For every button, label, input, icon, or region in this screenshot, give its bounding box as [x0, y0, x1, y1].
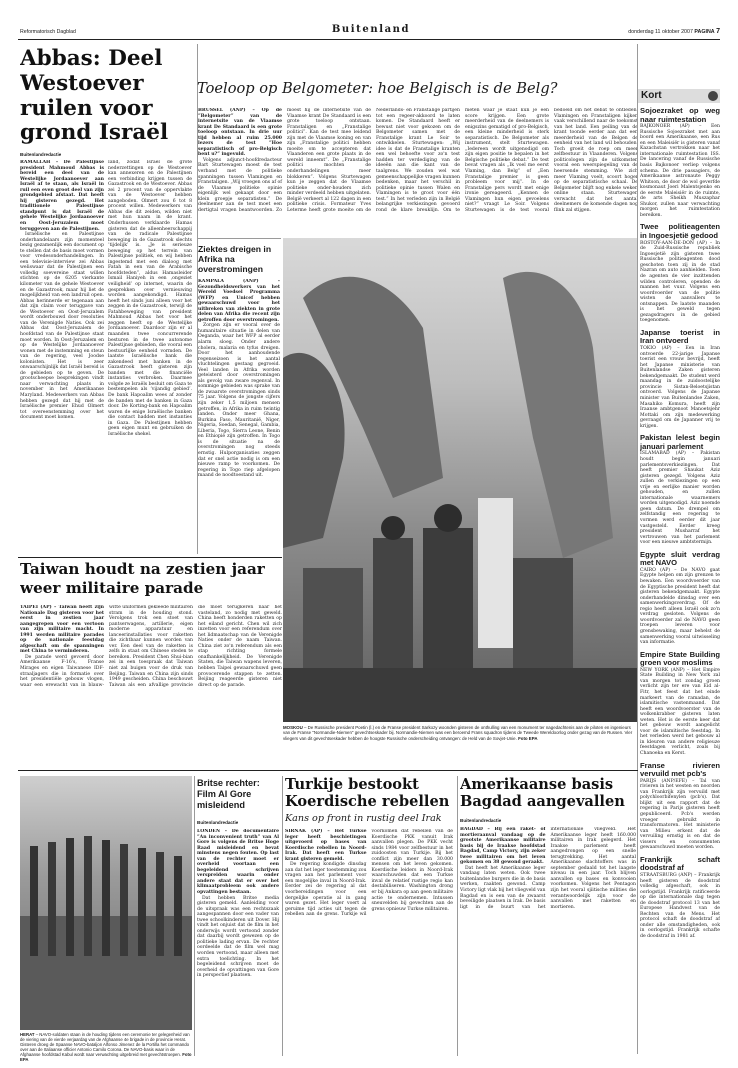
britse-lead: LONDEN – De documentaire ”An inconvenient truth” van Al Gore is volgens de Britse Hoge Raad misleidend en bevat minstens negen fouten. Op last van de rechter moet er overheid voortaan een begeleidend schrijven verspreiden waarin onder andere staat dat er over het klimaatprobleem ook andere opvattingen bestaan.	[197, 829, 279, 896]
page-label: PAGINA	[694, 29, 715, 35]
date-line	[560, 28, 720, 35]
britse-headline: Britse rechter: Film Al Gore misleidend	[197, 778, 260, 810]
turkije-lead: SIRNAK (AP) – Het Turkse leger heeft beschietingen uitgevoerd op bases van Koerdische rebellen in Noord-Irak. Dat heeft een Turkse krant gisteren gemeld.	[285, 829, 367, 862]
belgometer-headline: Toeloop op Belgometer: hoe Belgisch is de Belg?	[197, 80, 558, 97]
amerika-byline: Buitenlandredactie	[460, 818, 502, 823]
belgometer-lead: BRUSSEL (ANP) – Op de ”Belgometer” van de internetsite van de Vlaamse krant De Standaard is een grote toeloop ontstaan. In drie uur tijd hebben al ruim 25.000 lezers de test ”Hoe separatistisch of pro-Belgisch bent u?” ingevuld.	[198, 108, 282, 158]
header-rule	[18, 39, 720, 40]
photo-caption	[283, 725, 637, 747]
ziektes-headline: Ziektes dreigen in Afrika na overstromingen	[198, 244, 272, 274]
photo-illustration	[283, 238, 637, 722]
kort-logo-icon	[708, 91, 718, 101]
kort-item: Egypte sluit verdrag met NAVO CAIRO (AP) – De NAVO gaat Egypte helpen om zijn grenzen te bewaken. Een woordvoerder van de Egyptische president heeft dat gisteren bekendgemaakt. Egypte onderhandelde dinsdag over een samenwerkingsverdrag. Of de regio heeft alleen Israël ook zo'n verdrag gesloten. Volgens de woordvoerder zal de NAVO geen troepen leveren voor grensbewaking, maar behelst de samenwerking vooral uitwisseling van informatie.	[640, 549, 720, 646]
taiwan-text: De parade werd gevoerd door Amerikaanse F-16's, Franse Mirages en eigen Taiwanese IDF-straaljagers die in formatie over het presidentiële gebouw vlogen, waar een erewacht van in blauw-witte uniformen gekleede militairen stram in de houding stond. Verolgens trok een stoet van pantserwagens, artillerie, eigen moderne apparatuur en lanceerinstallaties voor raketten die zichtbaar kunnen worden van ver. Een deel van de raketten is zelfs in staat om Chinese steden te bereiken. President Chen Shui-bian zei in een toespraak dat Taiwan niet zal buigen voor de druk van Beijing. Taiwan en China zijn sinds 1949 gescheiden. China beschouwt Taiwan als een afvallige provincie die moet terugkeren naar het vasteland, zo nodig met geweld. China heeft honderden raketten op het eiland gericht. Chen wil zich inzetten voor een referendum over het lidmaatschap van de Verenigde Naties onder de naam Taiwan. China ziet zo'n referendum als een stap richting formele onafhankelijkheid. De Verenigde Staten, die Taiwan wapens leveren, hebben Taipei gewaarschuwd geen provocerende stappen te zetten. Beijing reageerde gisteren niet direct op de parade.	[20, 605, 282, 688]
amerika-headline: Amerikaanse basis Bagdad aangevallen	[460, 776, 625, 811]
photo-credit: Foto EPA	[518, 735, 538, 741]
kort-title: Kort	[641, 90, 662, 101]
masthead-left: Reformatorisch Dagblad	[20, 29, 76, 35]
belgometer-text: Volgens adjunct-hoofdredacteur Bart Sturtewagen moest de test verband met de politieke spanningen tussen Vlamingen en Franstaligen. „Wij vroegen ons af of de Vlaamse politieke opinie eigenlijk wel gekaapt door een klein groepje separatisten.” De deelnemer aan de test moet een dertigtal vragen beantwoorden. Zo moest hij de internetsite van de Vlaamse krant De Standaard is een grote toeloop ontstaan. Franstaligen en „Franstalige politici”. Kan de test mee leidend zijn met de Vlaamse koning en van zijn „Franstalige politici hebben moeite om te accepteren dat Vlaanderen een grote plaats in de wereld inneemt”. De „Franstalige politici mochten de onderhandelingen meer blokkeren”. Volgens Sturtewagen kun je zeggen dat de Vlaamse politieke onder-houders zich minder verdeeld hebben uitgelaten. België verkeert al 122 dagen in een politieke crisis. Formateur Yves Leterme heeft grote moeite om de Nederlands- en Franstalige partijen tot een regeer-akkoord te laten komen. De Standaard heeft er bewust niet voor gekozen om de Belgometer samen met de Franstalige krant Le Soir te ontwikkelen. Sturtewagen: „Wij idee is dat de Franstalige kranten een wel behoefte voor zo'n test hadden ter verdediging van de ideeën aan die kant van de taalgrens. We zouden wel wat gemeenschappelijke vragen kunnen bedenken, maar het verschil in politieke opinie tussen Walen en Vlamingen is te groot voor één test.” In het verleden zijn in België belangrijke verkiezingen gevoerd rond de klare breuklijn. Om te meten waar je staat kun je een score krijgen. Een grote meerderheid van de deelnemers is enigszins gematigd of pro-Belgisch, een kleine minderheid is sterk separatistisch. De Belgometer als instrument, stelt Sturtewagen. „Iedereen wordt uitgenodigd om zijn eigen positie te bepalen in het Belgische politieke debat.” De test bevat vragen als „Ik voel me eerst Vlaming, dan Belg” of „Een Franstalige premier is geen probleem voor mij”. In de Franstalige pers wordt met enige ironie gereageerd. „Kennen de Vlamingen hun eigen gevoelens niet?” vraagt Le Soir. Volgens Sturtewagen is de test vooral bedoeld om het debat te ontleden. Vlamingen en Franstaligen kijken vaak verschillend naar de toekomst van het land. Een peiling van de krant toonde eerder aan dat een meerderheid van de Belgen de eenheid van het land wil behouden. Toch groeit de roep om meer zelfbestuur in Vlaanderen. Volgens politicologen zijn de uitkomsten vooral een weerspiegeling van de heersende stemming. Wie zich meer Vlaming voelt, scoort hoger op de separatistische schaal. De Belgometer blijft nog enkele weken online staan. Sturtewagen verwacht dat het aantal deelnemers de komende dagen nog flink zal stijgen.	[198, 108, 638, 213]
kort-item: Pakistan lelest begin januari parlement ISLAMABAD (AP) – Pakistan houdt begin januari parlementsverkiezingen. Dat heeft premier Shaukat Aziz gisteren gezegd. Volgens Aziz zullen de verkiezingen op een vrije en eerlijke manier worden gehouden, en zullen internationale waarnemers worden uitgenodigd. Aziz noemde geen datum. De drempel om zelfstandig een regering te vormen werd eerder dit jaar vastgesteld. Eerder kreeg president Musharraf het vertrouwen van het parlement voor een nieuwe ambtstermijn.	[640, 433, 720, 546]
divider-amerika	[457, 776, 458, 1056]
news-photo	[283, 238, 637, 722]
taiwan-body	[20, 605, 282, 765]
divider-britse	[194, 776, 195, 1056]
turkije-headline: Turkije bestookt Koerdische rebellen	[285, 776, 450, 811]
abbas-body-2: Iand, zodat Israël de grote nederzettingen op de Westoever kan annexeren en de Palestijnen een verbinding krijgen tussen de Gazastrook en de Westoever. Abbas zei 2 procent van de oppervlakte van de Westoever hebben aangeboden. Olmert zou 6 tot 8 procent willen. Medewerkers van Abbas die dit zeiden, wilden niet met hun naam in de krant. Onderhussen verklaarde Hamas gisteren dat de alleenheerschappij van de radicale Palestijnse beweging in de Gazastrook slechts ‘tijdelijk’ is. „Je is serieuze beweging op het terrein van Palestijnse politiek, en wij hebben ingestemd met een dialoog met Fatah in een van de Arabische hoofdsteden”, aldus Hamasleider Ismail Haniyeh in een ‚ongeziet veiligheid’ op internet, waarin de gesprekken over vernieuwing worden aangekondigd. Hamas heeft het sinds juni alleen voor het zeggen in de Gazastrook, terwijl de Fatahbeweging van president Mahmoud Abbas het voor het zeggen heeft op de Westelijke Jordaanoever. Daardoor zijn er al maanden twee concurrerende besturen in de twee autonome Palestijnse gebieden, die vooral een bestuurlijke eenheid vormden. De laatste Israëlische bank die zakendeed met banken in de Gazastrook heeft gisteren zijn banden met die financiële instanties verbroken. Daarmee volgde ze Israëls besluit om Gaza te bestempelen als ‘vijandig gebied’. De bank Hapoalim wees af zonder de banden met de banken in Gaza door. De Korting-bank en Hapoalim waren de enige Israëlische banken die contact hadden met instanties in Gaza. De Palestijnen hebben geen eigen munt en gebruiken de Israëlische shekel.	[108, 160, 192, 437]
taiwan-top-rule	[18, 557, 282, 558]
turkije-subhead: Kans op front in rustig deel Irak	[285, 813, 442, 824]
divider-ziektes-top	[197, 238, 281, 239]
kort-item: Franse rivieren vervuild met pcb's PARIJS (ANP/EFE) – Tal van rivieren in het westen en noorden van Frankrijk zijn vervuild met polychloorbifenylen (pcb's). Dat blijkt uit een rapport dat de regering in Parijs gisteren heeft gepubliceerd. Pcb's werden vroeger gebruikt in transformatoren. Het ministerie van Milieu erkent dat de vervuiling ernstig is en dat de vissers en consumenten gewaarschuwd moeten worden.	[640, 760, 720, 851]
kort-item: Japanse toerist in Iran ontvoerd TOKIO (AP) – Een in Iran ontvoerde 22-jarige Japanse toerist een vrouw bevrijd, heeft het Japanse ministerie van Buitenlandse Zaken gisteren bekendgemaakt. De student werd maandag in de zuidoostelijke provincie Sistan-Beloetsjistan ontvoerd. Volgens de Japanse minister van Buitenlandse Zaken, Masahiko Komura, heeft zijn Iraanse ambtgenoot Manoetsjehr Mottaki om zijn medewerking gevraagd om de Japanner vrij te krijgen.	[640, 327, 720, 429]
photo-caption-text: – De Russische president Poetin (l.) en de Franse president Sarkozy woonden gisteren de onthulling van een monument ter nagedachtenis aan de piloten en ingenieurs van de Franse "Normandie-Niemen" gevechtseskader bij. Normandie-Niemen was een beroemd Frans squadron tijdens de Tweede Wereldoorlog onder gezag van de Russen. Vier vliegers van dit gevechtseskader hebben de hoogste Russische onderscheiding ontvangen: de Held van de Sovjet-Unie.	[283, 725, 633, 741]
abbas-column-2	[108, 160, 192, 550]
herat-credit: Foto EPA	[20, 1052, 192, 1062]
taiwan-lead: TAIPEI (AP) – Taiwan heeft zijn Nationale Dag gisteren voor het eerst in zestien jaar aangegrepen voor een vertoon van zijn militaire macht. In 1991 werden militaire parades op de nationale feestdag afgeschaft om de spanningen met China te verminderen.	[20, 605, 104, 655]
belgometer-body	[198, 108, 638, 236]
issue-date: donderdag 11 oktober 2007	[628, 29, 693, 35]
herat-photo	[20, 776, 192, 1030]
kort-item: Frankrijk schaft doodstraf af STRAATSBURG (ANP) – Frankrijk heeft gisteren de doodstraf volledig afgeschaft, ook in oorlogstijd. Frankrijk ratificeerde op die internationale dag tegen de doodstraf protocol 13 van het Europese Handvest van de Rechten van de Mens. Het protocol schaft de doodstraf af onder alle omstandigheden, ook in oorlogstijd. Frankrijk schafte de doodstraf in 1981 af.	[640, 854, 720, 940]
abbas-lead: RAMALLAH – De Palestijnse president Mahmoud Abbas is bereid een deel van de Westelijke Jordaanoever aan Israël af te staan, als Israël in ruil een even groot deel van zijn grondgebied afstaat. Dat heeft hij gisteren gezegd. Het traditionele Palestijnse standpunt is dat Israël de gehele Westelijke Jordaanoever en Oost-Jeruzalem moet teruggeven aan de Palestijnen.	[20, 160, 104, 232]
section-title: Buitenland	[331, 24, 411, 35]
amerika-text: Dat heeft het Amerikaanse leger vandaag laten weten. Ook twee buitenlandse burgers die in de basis werken, raakten gewond. Camp Victory ligt vlak bij het vliegveld van Bagdad en is een van de zwaarst beveiligde plaatsen in Irak. De basis ligt in de buurt van het internationale vliegveld. Het Amerikaanse leger heeft 160.000 militairen in Irak gelegerd. Het Iraakse parlement heeft aangedrongen op een snelle terugtrekking. Het aantal Amerikaanse slachtoffers was in september gedaald tot het laagste niveau in een jaar. Toch blijven aanvallen op bases en konvooien voorkomen. Volgens het Pentagon zijn het vooral sjiitische milities die verantwoordelijk zijn voor de aanvallen met raketten en mortieren.	[460, 827, 636, 910]
bottom-row-rule	[18, 770, 638, 771]
kort-item: Empire State Building groen voor moslims NEW YORK (ANP) – Het Empire State Building in New York zal van morgen tot zondag groen verlicht zijn ter ere van Eid al-Fitr, het feest dat het einde markeert van de ramadan, de islamitische vastenmaand. Dat heeft een woordvoerster van de wolkenkrabber gisteren laten weten. Het is de eerste keer dat het gebouw wordt aangelicht voor de islamitische feestdag. In het verleden werd het gebouw al in kleuren van andere religieuze feestdagen verlicht, zoals bij Chanoeka en Kerst.	[640, 649, 720, 756]
abbas-body-1: Israëlische en Palestijnse onderhandelaars zijn momenteel bezig gezamenlijk een document op te stellen dat de basis moet vormen voor vredesonderhandelingen. In een televisie-interview zei Abbas weliswaar dat de Palestijnen een volledig soevereine staat willen stichten op de 6205 vierkante kilometer van de gehele Westoever en de Gazastrook, maar hij liet de mogelijkheid van een landruil open. Abbas herinnerde er tegenaan aan dat zijn claim voor teruggave van de Westoever en Oost-Jeruzalem wordt onderbouwd door resoluties van de Verenigde Naties. Ook zei Abbas dat Oost-Jeruzalem de hoofdstad van de Palestijnse staat moet worden. In Oost-Jeruzalem en op de Westelijke Jordaanoever wonen met de instemming en steun van de regering, veel Joodse kolonisten. Het is zeer onwaarschijnlijk dat Israël bereid is de gebieden op te geven. De grootscheepse besprekingen vindt naar verwachting plaats in november in het Amerikaanse Maryland. Medewerkers van Abbas hebben gezegd dat hij met de Israëlische premier Ehud Olmert tot overeenstemming over het document moet komen.	[20, 232, 104, 421]
divider-kort	[637, 44, 638, 1054]
kort-column	[640, 107, 720, 1027]
ziektes-text: Zorgen zijn er vooral over de humanitaire situatie in delen van Oeganda, waar het WFP al eerder alarm sloeg. Onder andere cholera, malaria en tyfus dreigen. Door het aanhoudende regenseizoen is het aantal vluchtelingen gestaag gegroeid. Veel landen in Afrika worden geteisterd door overstromingen als gevolg van zware regenval. In sommige gebieden was sprake van de zwaarste overstromingen sinds 75 jaar. Volgens de jongste cijfers zijn zeker 1,5 miljoen mensen getroffen, in Afrika in ruim twintig landen. Onder meer Ghana, Burkina Faso, Mauritanië, Niger, Nigeria, Soedan, Senegal, Gambia, Liberia, Togo, Sierra Leone, Benin en Ethiopië zijn getroffen. In Togo is de situatie na de overstromingen nog steeds ernstig. Hulporganisaties zeggen dat er snel actie nodig is om een nieuwe ramp te voorkomen. De regering in Togo riep afgelopen maand de noodtoestand uit.	[198, 323, 280, 479]
taiwan-headline: Taiwan houdt na zestien jaar weer militaire parade	[20, 560, 265, 597]
kort-box	[638, 89, 720, 103]
abbas-headline: Abbas: Deel Westoever ruilen voor grond Israël	[20, 47, 169, 146]
page-number: 7	[716, 28, 720, 35]
ziektes-lead: KAMPALA (ANP) – Gezondheidswerkers van het Wereld Voedsel Programma (WFP) en Unicef hebben gewaarschuwd voor het uitbreken van ziekten in grote delen van Afrika die recent zijn getroffen door overstromingen.	[198, 279, 280, 323]
amerika-lead: BAGDAD – Bij een raket- of mortieraanval vandaag op de grootste Amerikaanse militaire basis bij de Iraakse hoofdstad Bagdad, Camp Victory, zijn zeker twee militairen om het leven gekomen en 38 gewond geraakt.	[460, 827, 546, 866]
divider-turkije	[282, 776, 283, 1056]
amerika-body	[460, 827, 636, 1059]
herat-soldiers-illustration	[20, 776, 192, 1030]
photo-caption-label: MOSKOU	[283, 725, 303, 730]
herat-caption-text: – NAVO-soldaten staan in de houding tijdens een ceremonie ter gelegenheid van de viering van de vierde verjaardag van de Afghaanse 4e brigade in de provincie Herat. Gisteren droeg de Spaanse NAVO-bataljon Alfonso Jimenez de la Portilla het commando over aan de Italiaanse officier Antonio Camilo Corona. De NAVO-basis waar in de Afghaanse hoofdstad Kabul wordt naar verwachting uitgebreid met gevechtstroepen.	[20, 1032, 190, 1058]
turkije-body	[285, 829, 453, 1059]
britse-body	[197, 829, 279, 1059]
turkije-text: De regering kondigde dinsdag aan dat het leger toestemming zou vragen aan het parlement voor een mogelijke inval in Noord-Irak. Eerder zei de regering al dat voorbereidingen voor een dergelijke operatie al in gang waren gezet. Het leger voert al geruime tijd acties uit tegen de rebellen aan de grens. Turkije wil voorkomen dat rebellen van de Koerdische PKK vanuit Irak aanvallen plegen. De PKK vecht sinds 1984 voor zelfbestuur in het zuidoosten van Turkije. Bij het conflict zijn meer dan 30.000 mensen om het leven gekomen. Koerdische leiders in Noord-Irak waarschuwden dat een Turkse inval de relatief rustige regio kan destabiliseren. Washington drong er bij Ankara op aan geen militaire actie te ondernemen. Intussen sneuvelden bij gevechten aan de grens opnieuw Turkse militairen.	[285, 829, 453, 918]
ziektes-body	[198, 279, 280, 557]
abbas-column-1	[20, 160, 104, 550]
herat-caption-label: HERAT	[20, 1032, 35, 1037]
kort-item: Twee politieagenten in Ingoesjetië gedood ROSTOV-AAN-DE-DON (AP) – In de Zuid-Russische republiek Ingoesjetië zijn gisteren twee Russische politieagenten dood geschoten toen zij in de stad Nazran om auto aanhielden. Toen de agenten de vier inzittenden wilden controleren, openden de mannen het vuur. Volgens een woordvoerder van de politie wisten de aanvallers te ontsnappen. De laatste maanden is het geweld tegen gezagsdragers in de gebied toegenomen.	[640, 222, 720, 324]
kort-item: Sojoezraket op weg naar ruimtestation BAJKONOER (AP) – Een Russische Sojoezraket met aan boord een Amerikaanse, een Rus en een Maleisiër is gisteren vanaf Kazachstan vertrokken naar het internationale ruimtestation ISS. De lancering vanaf de Russische basis Bajkonoer verliep volgens schema. De drie passagiers, de Amerikaanse astronaute Peggy Whitson, de door de wol geverfde kosmonaut Joeri Malentsjenko en de eerste Maleisiër in de ruimte, de arts Sheikh Muszaphar Shukor, zullen naar verwachting morgen het ruimtestation bereiken.	[640, 107, 720, 218]
abbas-byline: Buitenlandredactie	[20, 152, 62, 157]
herat-caption	[20, 1032, 192, 1062]
britse-byline: Buitenlandredactie	[197, 820, 239, 825]
britse-text: Dat hebben Britse media gisteren gemeld. Aanleiding voor de uitspraak was een rechtszaak aangespannen door een vader van twee schoolkinderen uit Dover. Hij vindt het onjuist dat de film in het onderwijs wordt vertoond zonder dat daarbij wordt gewezen op de politieke lading ervan. De rechter oordeelde dat de film wel mag worden vertoond, maar alleen met extra toelichting. In het begeleidend schrijven moet de overheid de opvattingen van Gore in perspectief plaatsen.	[197, 895, 279, 979]
